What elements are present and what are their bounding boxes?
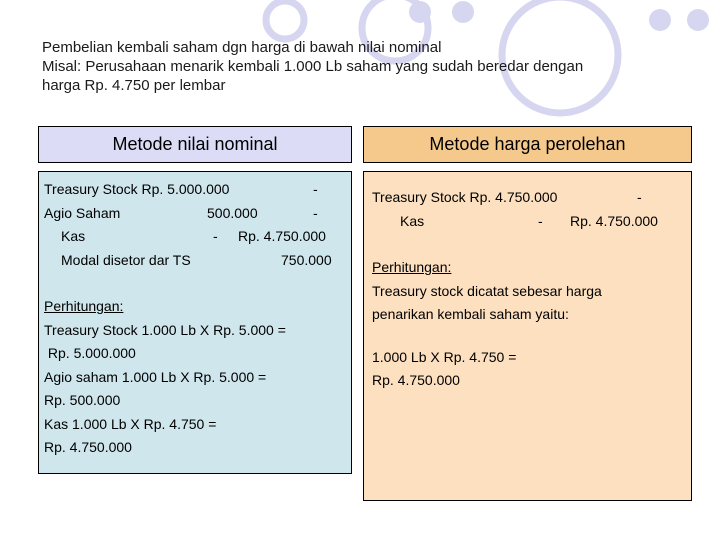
calculation-heading: Perhitungan: xyxy=(44,298,124,314)
decor-circle xyxy=(409,1,431,23)
decor-circle xyxy=(452,1,474,23)
calculation-line: Treasury Stock 1.000 Lb X Rp. 5.000 = xyxy=(44,321,286,338)
cost-method-header xyxy=(363,126,692,163)
intro-line: Misal: Perusahaan menarik kembali 1.000 Lb saham yang sudah beredar dengan xyxy=(42,58,584,75)
journal-account: Kas xyxy=(61,228,86,244)
journal-entry-row xyxy=(44,178,351,202)
journal-debit: 500.000 xyxy=(207,204,258,221)
calculation-result: Rp. 4.750.000 xyxy=(372,372,460,388)
journal-debit: - xyxy=(538,212,543,229)
journal-credit: 750.000 xyxy=(281,251,332,268)
calculation-line: Rp. 5.000.000 xyxy=(44,345,136,361)
journal-entry-row xyxy=(44,202,351,226)
journal-account: Treasury Stock Rp. 4.750.000 xyxy=(372,189,558,205)
nominal-method-header xyxy=(38,126,352,163)
intro-line: Pembelian kembali saham dgn harga di bawah nilai nominal xyxy=(42,39,442,56)
journal-entry-row xyxy=(44,249,351,273)
intro-text xyxy=(42,38,682,95)
journal-entry-row xyxy=(44,225,351,249)
intro-line: harga Rp. 4.750 per lembar xyxy=(42,77,226,94)
calculation-result: 1.000 Lb X Rp. 4.750 = xyxy=(372,348,517,365)
journal-account: Agio Saham xyxy=(44,204,121,221)
decor-circle xyxy=(649,9,671,31)
cost-method-title: Metode harga perolehan xyxy=(429,134,626,154)
decor-circle xyxy=(687,9,709,31)
calculation-line: Rp. 4.750.000 xyxy=(44,439,132,455)
nominal-method-title: Metode nilai nominal xyxy=(112,134,278,154)
cost-method-panel xyxy=(363,171,692,501)
journal-credit: - xyxy=(313,204,318,221)
journal-account: Treasury Stock Rp. 5.000.000 xyxy=(44,181,230,197)
calculation-heading: Perhitungan: xyxy=(372,259,452,275)
calculation-line: Rp. 500.000 xyxy=(44,392,121,408)
journal-account: Kas xyxy=(400,212,425,229)
calculation-line: Kas 1.000 Lb X Rp. 4.750 = xyxy=(44,415,217,432)
nominal-method-panel xyxy=(38,171,352,474)
journal-account: Modal disetor dar TS xyxy=(61,251,191,268)
calculation-text: Treasury stock dicatat sebesar harga xyxy=(372,282,602,299)
journal-credit: - xyxy=(313,181,318,197)
journal-entry-row xyxy=(372,186,691,210)
journal-credit: Rp. 4.750.000 xyxy=(570,212,658,229)
journal-entry-row xyxy=(372,210,691,234)
calculation-line: Agio saham 1.000 Lb X Rp. 5.000 = xyxy=(44,368,267,385)
journal-credit: - xyxy=(637,189,642,205)
journal-debit: - xyxy=(213,228,218,244)
calculation-text: penarikan kembali saham yaitu: xyxy=(372,306,569,322)
decor-circle xyxy=(266,1,304,39)
journal-credit: Rp. 4.750.000 xyxy=(238,228,326,244)
